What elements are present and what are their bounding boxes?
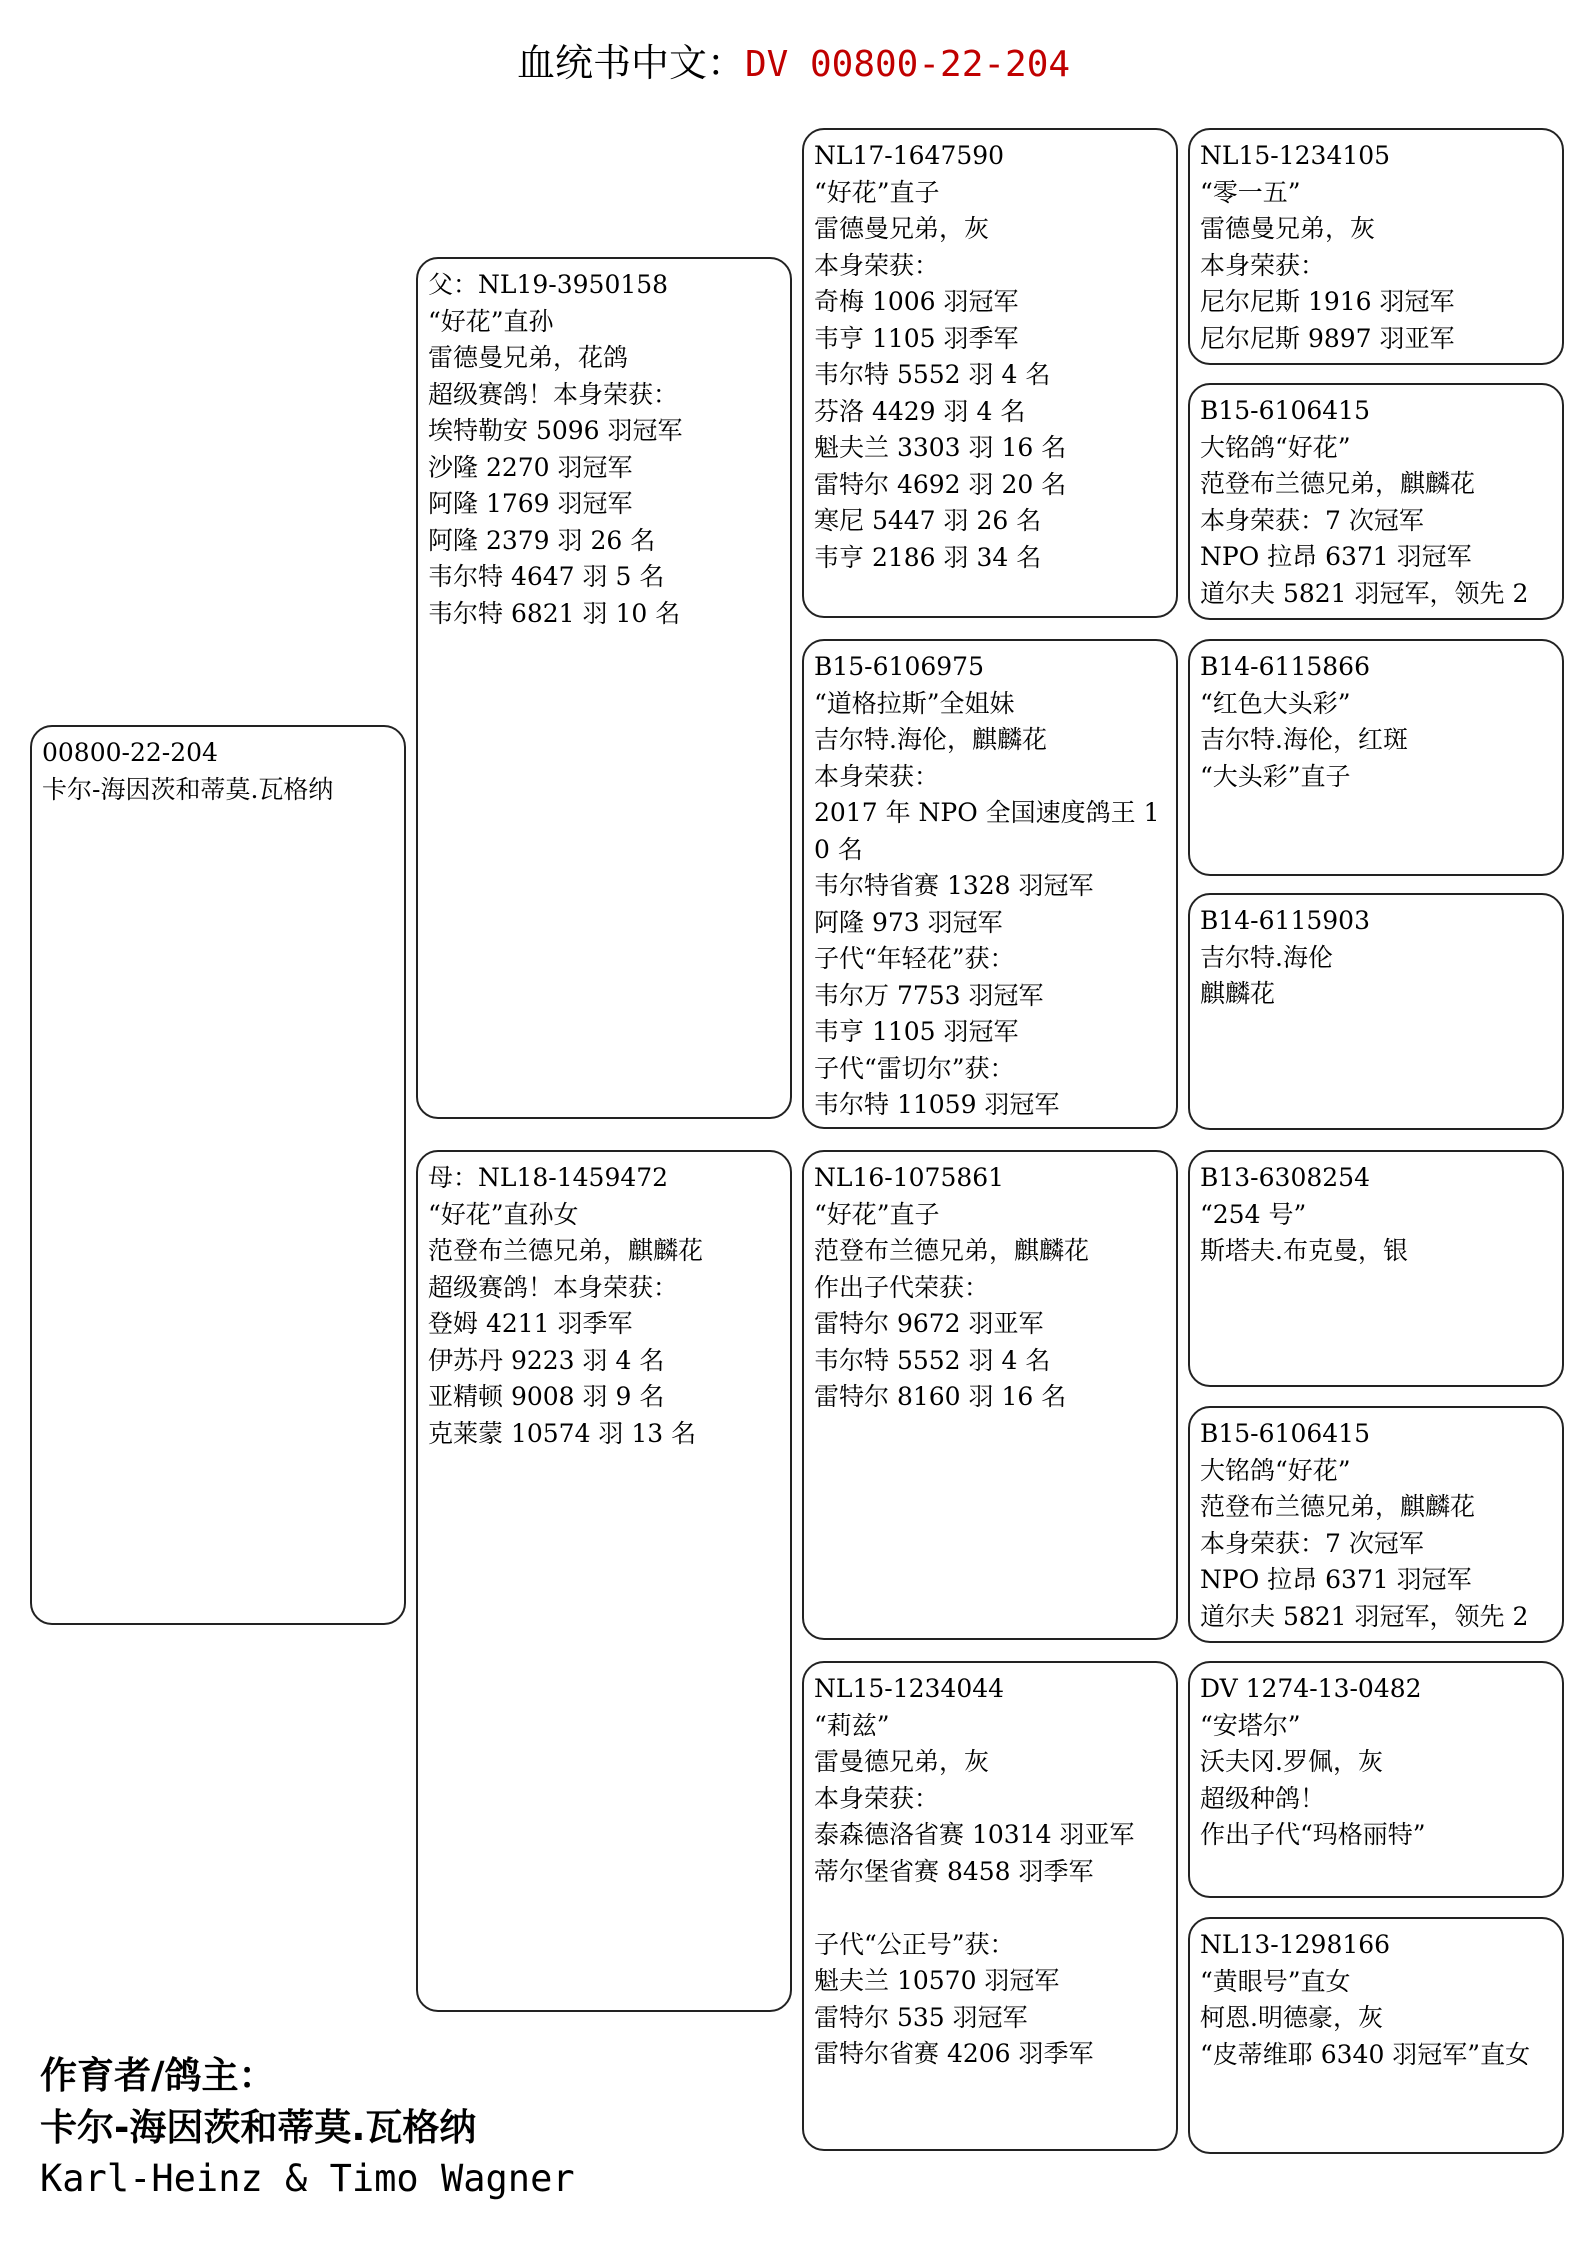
- pedigree-line: 大铭鸽“好花”: [1200, 1455, 1351, 1485]
- ring-number: NL16-1075861: [814, 1163, 1005, 1192]
- pedigree-line: 韦亨 1105 羽冠军: [814, 1017, 1019, 1046]
- breeder-name-cn: 卡尔-海因茨和蒂莫.瓦格纳: [40, 2106, 477, 2149]
- pedigree-line: 子代“年轻花”获：: [814, 944, 1015, 973]
- pedigree-line: 阿隆 1769 羽冠军: [428, 489, 633, 518]
- sire-sire-box: [802, 128, 1178, 618]
- pedigree-line: “254 号”: [1200, 1199, 1307, 1229]
- pedigree-line: 范登布兰德兄弟，麒麟花: [1200, 469, 1476, 498]
- pedigree-line: 尼尔尼斯 1916 羽冠军: [1200, 287, 1455, 316]
- pedigree-line: 超级赛鸽！本身荣获：: [428, 1272, 679, 1302]
- pedigree-line: “好花”直子: [814, 1199, 940, 1229]
- pedigree-line: “莉兹”: [814, 1710, 890, 1740]
- pedigree-line: 韦尔特 5552 羽 4 名: [814, 1345, 1051, 1375]
- ring-number: 母：NL18-1459472: [428, 1163, 669, 1192]
- pedigree-line: 本身荣获：: [814, 250, 940, 280]
- pedigree-line: “皮蒂维耶 6340 羽冠军”直女: [1200, 2039, 1531, 2069]
- pedigree-line: 本身荣获：7 次冠军: [1200, 505, 1424, 535]
- sire-sire-dam-box: [1188, 383, 1564, 620]
- pedigree-line: 本身荣获：: [1200, 250, 1326, 280]
- pedigree-line: 大铭鸽“好花”: [1200, 432, 1351, 462]
- pedigree-line: 范登布兰德兄弟，麒麟花: [428, 1236, 704, 1265]
- page-title: [0, 30, 1587, 98]
- ring-number: B15-6106415: [1200, 1419, 1370, 1448]
- title-prefix: 血统书中文：: [516, 41, 745, 85]
- pedigree-line: 韦尔特省赛 1328 羽冠军: [814, 871, 1094, 900]
- pedigree-line: 雷特尔 8160 羽 16 名: [814, 1382, 1067, 1411]
- pedigree-line: 埃特勒安 5096 羽冠军: [428, 416, 683, 445]
- pedigree-line: 韦尔特 5552 羽 4 名: [814, 360, 1051, 389]
- pedigree-line: 本身荣获：: [814, 761, 940, 791]
- pedigree-line: 雷特尔 9672 羽亚军: [814, 1309, 1044, 1338]
- title-code: DV 00800-22-204: [744, 44, 1071, 85]
- pedigree-line: 亚精顿 9008 羽 9 名: [428, 1382, 665, 1411]
- sire-box: [416, 257, 792, 1119]
- pedigree-line: 子代“公正号”获：: [814, 1929, 1015, 1959]
- pedigree-line: NPO 拉昂 6371 羽冠军: [1200, 542, 1472, 571]
- pedigree-line: 吉尔特.海伦: [1200, 942, 1333, 972]
- dam-dam-sire-box: [1188, 1661, 1564, 1898]
- pedigree-line: 韦亨 2186 羽 34 名: [814, 542, 1042, 572]
- pedigree-line: “道格拉斯”全姐妹: [814, 688, 1015, 718]
- pedigree-line: 魁夫兰 10570 羽冠军: [814, 1966, 1060, 1995]
- pedigree-line: 范登布兰德兄弟，麒麟花: [1200, 1492, 1476, 1521]
- ring-number: B15-6106975: [814, 652, 984, 681]
- pedigree-line: 沙隆 2270 羽冠军: [428, 452, 633, 482]
- pedigree-line: 作出子代荣获：: [814, 1272, 990, 1302]
- pedigree-line: 超级赛鸽！本身荣获：: [428, 379, 679, 409]
- pedigree-line: 寒尼 5447 羽 26 名: [814, 506, 1042, 535]
- pedigree-line: 麒麟花: [1200, 979, 1276, 1008]
- pedigree-line: 奇梅 1006 羽冠军: [814, 287, 1019, 316]
- pedigree-line: 道尔夫 5821 羽冠军，领先 2: [1200, 578, 1529, 608]
- pedigree-line: “大头彩”直子: [1200, 761, 1351, 791]
- sire-dam-box: [802, 639, 1178, 1129]
- dam-box: [416, 1150, 792, 2012]
- ring-number: NL15-1234044: [814, 1674, 1005, 1703]
- pedigree-line: 吉尔特.海伦，红斑: [1200, 725, 1408, 754]
- ring-number: B14-6115903: [1200, 906, 1370, 935]
- pedigree-line: 登姆 4211 羽季军: [428, 1309, 633, 1338]
- pedigree-line: 雷德曼兄弟，花鸽: [428, 343, 629, 372]
- pedigree-line: 沃夫冈.罗佩，灰: [1200, 1747, 1383, 1776]
- pedigree-line: 尼尔尼斯 9897 羽亚军: [1200, 323, 1455, 353]
- pedigree-line: 2017 年 NPO 全国速度鸽王 10 名: [814, 798, 1160, 864]
- pedigree-line: 阿隆 2379 羽 26 名: [428, 525, 656, 555]
- pedigree-line: 雷德曼兄弟，灰: [1200, 214, 1376, 243]
- pedigree-line: 蒂尔堡省赛 8458 羽季军: [814, 1856, 1094, 1886]
- dam-dam-dam-box: [1188, 1917, 1564, 2154]
- pedigree-line: 作出子代“玛格丽特”: [1200, 1820, 1426, 1849]
- pedigree-line: 斯塔夫.布克曼，银: [1200, 1236, 1408, 1265]
- ring-number: NL17-1647590: [814, 141, 1005, 170]
- pedigree-line: “红色大头彩”: [1200, 688, 1351, 718]
- dam-dam-box: [802, 1661, 1178, 2151]
- breeder-heading: 作育者/鸽主：: [40, 2054, 276, 2097]
- pedigree-line: “零一五”: [1200, 177, 1301, 207]
- sire-dam-dam-box: [1188, 893, 1564, 1130]
- ring-number: B13-6308254: [1200, 1163, 1370, 1192]
- pedigree-line: 子代“雷切尔”获：: [814, 1053, 1015, 1083]
- pedigree-line: 伊苏丹 9223 羽 4 名: [428, 1345, 665, 1375]
- pedigree-line: 韦尔特 6821 羽 10 名: [428, 598, 681, 628]
- pedigree-line: 韦尔特 4647 羽 5 名: [428, 562, 665, 591]
- breeder-name-en: Karl-Heinz & Timo Wagner: [40, 2157, 575, 2200]
- breeder-section: [40, 2050, 575, 2204]
- pedigree-line: 雷德曼兄弟，灰: [814, 214, 990, 243]
- pedigree-line: 本身荣获：: [814, 1783, 940, 1813]
- pedigree-line: 雷特尔 535 羽冠军: [814, 2002, 1028, 2032]
- pedigree-line: “好花”直子: [814, 177, 940, 207]
- pedigree-line: 雷特尔 4692 羽 20 名: [814, 469, 1067, 499]
- ring-number: NL13-1298166: [1200, 1930, 1391, 1959]
- pedigree-line: 泰森德洛省赛 10314 羽亚军: [814, 1820, 1135, 1849]
- pedigree-line: 魁夫兰 3303 羽 16 名: [814, 433, 1067, 462]
- pedigree-line: 克莱蒙 10574 羽 13 名: [428, 1418, 697, 1448]
- ring-number: 父：NL19-3950158: [428, 270, 669, 299]
- ring-number: NL15-1234105: [1200, 141, 1391, 170]
- pedigree-line: 本身荣获：7 次冠军: [1200, 1528, 1424, 1558]
- pedigree-line: 范登布兰德兄弟，麒麟花: [814, 1236, 1090, 1265]
- ring-number: 00800-22-204: [42, 738, 218, 767]
- pedigree-line: 卡尔-海因茨和蒂莫.瓦格纳: [42, 774, 334, 804]
- pedigree-line: [814, 1890, 1166, 1927]
- sire-dam-sire-box: [1188, 639, 1564, 876]
- ring-number: DV 1274-13-0482: [1200, 1674, 1422, 1703]
- dam-sire-box: [802, 1150, 1178, 1640]
- pedigree-line: 芬洛 4429 羽 4 名: [814, 396, 1026, 426]
- pedigree-line: 韦尔特 11059 羽冠军: [814, 1090, 1060, 1119]
- subject-box: [30, 725, 406, 1625]
- pedigree-line: “好花”直孙: [428, 306, 554, 336]
- pedigree-line: 柯恩.明德豪，灰: [1200, 2003, 1383, 2032]
- dam-sire-sire-box: [1188, 1150, 1564, 1387]
- pedigree-line: 阿隆 973 羽冠军: [814, 907, 1003, 937]
- dam-sire-dam-box: [1188, 1406, 1564, 1643]
- pedigree-line: 韦亨 1105 羽季军: [814, 323, 1019, 353]
- ring-number: B14-6115866: [1200, 652, 1370, 681]
- pedigree-line: 韦尔万 7753 羽冠军: [814, 980, 1044, 1010]
- pedigree-line: “黄眼号”直女: [1200, 1966, 1351, 1996]
- pedigree-line: “好花”直孙女: [428, 1199, 579, 1229]
- pedigree-line: “安塔尔”: [1200, 1710, 1301, 1740]
- pedigree-line: 道尔夫 5821 羽冠军，领先 2: [1200, 1601, 1529, 1631]
- sire-sire-sire-box: [1188, 128, 1564, 365]
- ring-number: B15-6106415: [1200, 396, 1370, 425]
- pedigree-line: NPO 拉昂 6371 羽冠军: [1200, 1565, 1472, 1594]
- pedigree-line: 超级种鸽！: [1200, 1783, 1326, 1813]
- pedigree-line: 吉尔特.海伦，麒麟花: [814, 725, 1047, 754]
- pedigree-line: 雷特尔省赛 4206 羽季军: [814, 2039, 1094, 2068]
- pedigree-line: 雷曼德兄弟，灰: [814, 1747, 990, 1776]
